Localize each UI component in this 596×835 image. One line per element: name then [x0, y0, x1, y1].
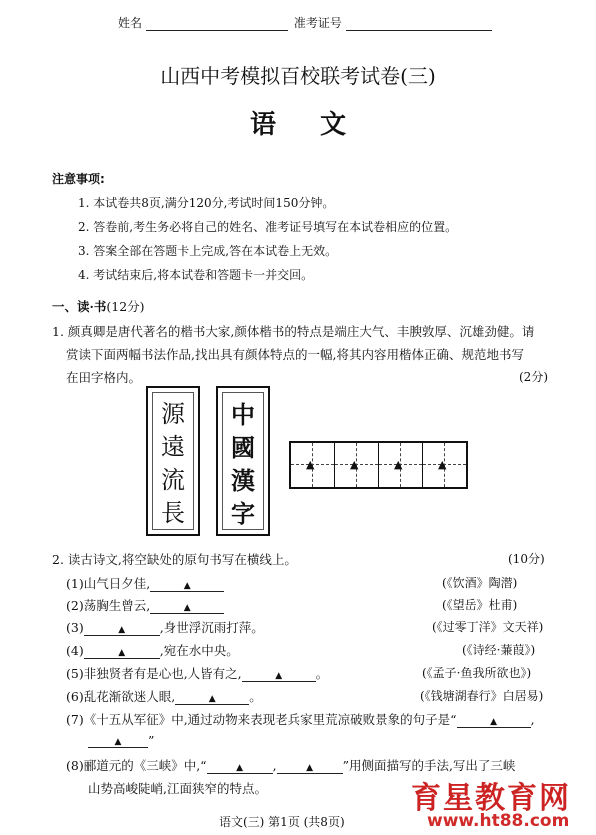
calligraphy-left-text: [148, 398, 198, 530]
answer-blank[interactable]: ▲: [175, 690, 249, 705]
subject-title: 语文: [249, 110, 390, 140]
calligraphy-left: [146, 386, 200, 536]
notice-item: 2. 答卷前,考生务必将自己的姓名、准考证号填写在本试卷相应的位置。: [78, 220, 458, 234]
notice-item: 1. 本试卷共8页,满分120分,考试时间150分钟。: [78, 196, 335, 210]
calligraphy-char: 源: [161, 400, 185, 428]
q2-source: (《过零丁洋》文天祥): [432, 620, 544, 634]
q2-item: (6)乱花渐欲迷人眼, ▲ 。: [66, 689, 262, 704]
q2-source: (《饮酒》陶潜): [442, 576, 518, 590]
section-points: (12分): [106, 299, 145, 314]
q2-item-7: (7)《十五从军征》中,通过动物来表现老兵家里荒凉破败景象的句子是“ ▲ ,: [66, 712, 535, 727]
calligraphy-char: 字: [231, 499, 255, 528]
tianzi-grid[interactable]: [289, 441, 468, 489]
q1-points: (2分): [519, 370, 548, 384]
watermark-url: www.ht88.com: [427, 811, 570, 831]
q2-source: (《钱塘湖春行》白居易): [420, 689, 544, 703]
q2-item: (2)荡胸生曾云, ▲: [66, 596, 224, 614]
calligraphy-right: [216, 386, 270, 536]
calligraphy-char: 中: [231, 400, 255, 429]
grid-cell[interactable]: [335, 443, 379, 487]
calligraphy-char: 漢: [231, 466, 255, 495]
grid-cell[interactable]: [423, 443, 466, 487]
answer-blank[interactable]: ▲: [150, 599, 224, 614]
page-footer: 语文(三) 第1页 (共8页): [219, 815, 345, 829]
answer-blank[interactable]: ▲: [150, 577, 224, 592]
answer-blank[interactable]: ▲: [242, 667, 316, 682]
notice-heading: 注意事项:: [52, 172, 105, 186]
answer-blank[interactable]: ▲: [457, 713, 531, 728]
answer-blank[interactable]: ▲: [88, 733, 148, 748]
answer-blank[interactable]: ▲: [84, 621, 160, 636]
q2-stem: 2. 读古诗文,将空缺处的原句书写在横线上。: [52, 552, 297, 567]
q2-item-7-cont: ▲ ”: [88, 733, 154, 748]
q2-points: (10分): [508, 552, 545, 566]
triangle-marker: ▲: [394, 458, 403, 471]
name-label: 姓名: [118, 16, 143, 30]
calligraphy-char: 遠: [161, 433, 185, 461]
q2-item: (3) ▲ ,身世浮沉雨打萍。: [66, 620, 264, 635]
candidate-header: [118, 14, 492, 31]
section-title: 一、读·书: [52, 299, 107, 314]
grid-cell[interactable]: [379, 443, 423, 487]
notice-item: 3. 答案全部在答题卡上完成,答在本试卷上无效。: [78, 244, 338, 258]
q1-line: 在田字格内。: [66, 370, 142, 385]
answer-blank[interactable]: ▲: [84, 644, 160, 659]
q2-item: (4) ▲ ,宛在水中央。: [66, 643, 239, 658]
q1-line: 1. 颜真卿是唐代著名的楷书大家,颜体楷书的特点是端庄大气、丰腴敦厚、沉雄劲健。请: [52, 324, 535, 339]
grid-cell[interactable]: [291, 443, 335, 487]
q2-source: (《诗经·蒹葭》): [462, 643, 536, 657]
triangle-marker: ▲: [306, 458, 315, 471]
calligraphy-char: 長: [161, 499, 185, 527]
q2-source: (《望岳》杜甫): [442, 598, 518, 612]
q2-item-8: (8)郦道元的《三峡》中,“ ▲ , ▲ ”用侧面描写的手法,写出了三峡: [66, 758, 516, 773]
q2-item: (1)山气日夕佳, ▲: [66, 574, 224, 592]
calligraphy-right-text: [218, 398, 268, 530]
calligraphy-char: 國: [231, 433, 255, 462]
q2-source: (《孟子·鱼我所欲也》): [422, 666, 532, 680]
calligraphy-char: 流: [161, 466, 185, 494]
watermark-logo: 育星教育网: [411, 781, 571, 816]
answer-blank[interactable]: ▲: [277, 759, 343, 774]
triangle-marker: ▲: [350, 458, 359, 471]
section-heading: [52, 297, 145, 315]
answer-blank[interactable]: ▲: [207, 759, 273, 774]
exam-id-label: 准考证号: [293, 16, 342, 30]
q1-line: 赏读下面两幅书法作品,找出具有颜体特点的一幅,将其内容用楷体正确、规范地书写: [66, 347, 524, 362]
exam-title: 山西中考模拟百校联考试卷(三): [160, 64, 436, 88]
q2-item: (5)非独贤者有是心也,人皆有之, ▲ 。: [66, 666, 329, 681]
name-line: [146, 18, 288, 31]
triangle-marker: ▲: [438, 458, 447, 471]
exam-id-line: [346, 18, 492, 31]
notice-item: 4. 考试结束后,将本试卷和答题卡一并交回。: [78, 268, 314, 282]
q2-item-8-cont: 山势高峻陡峭,江面狭窄的特点。: [88, 781, 267, 796]
